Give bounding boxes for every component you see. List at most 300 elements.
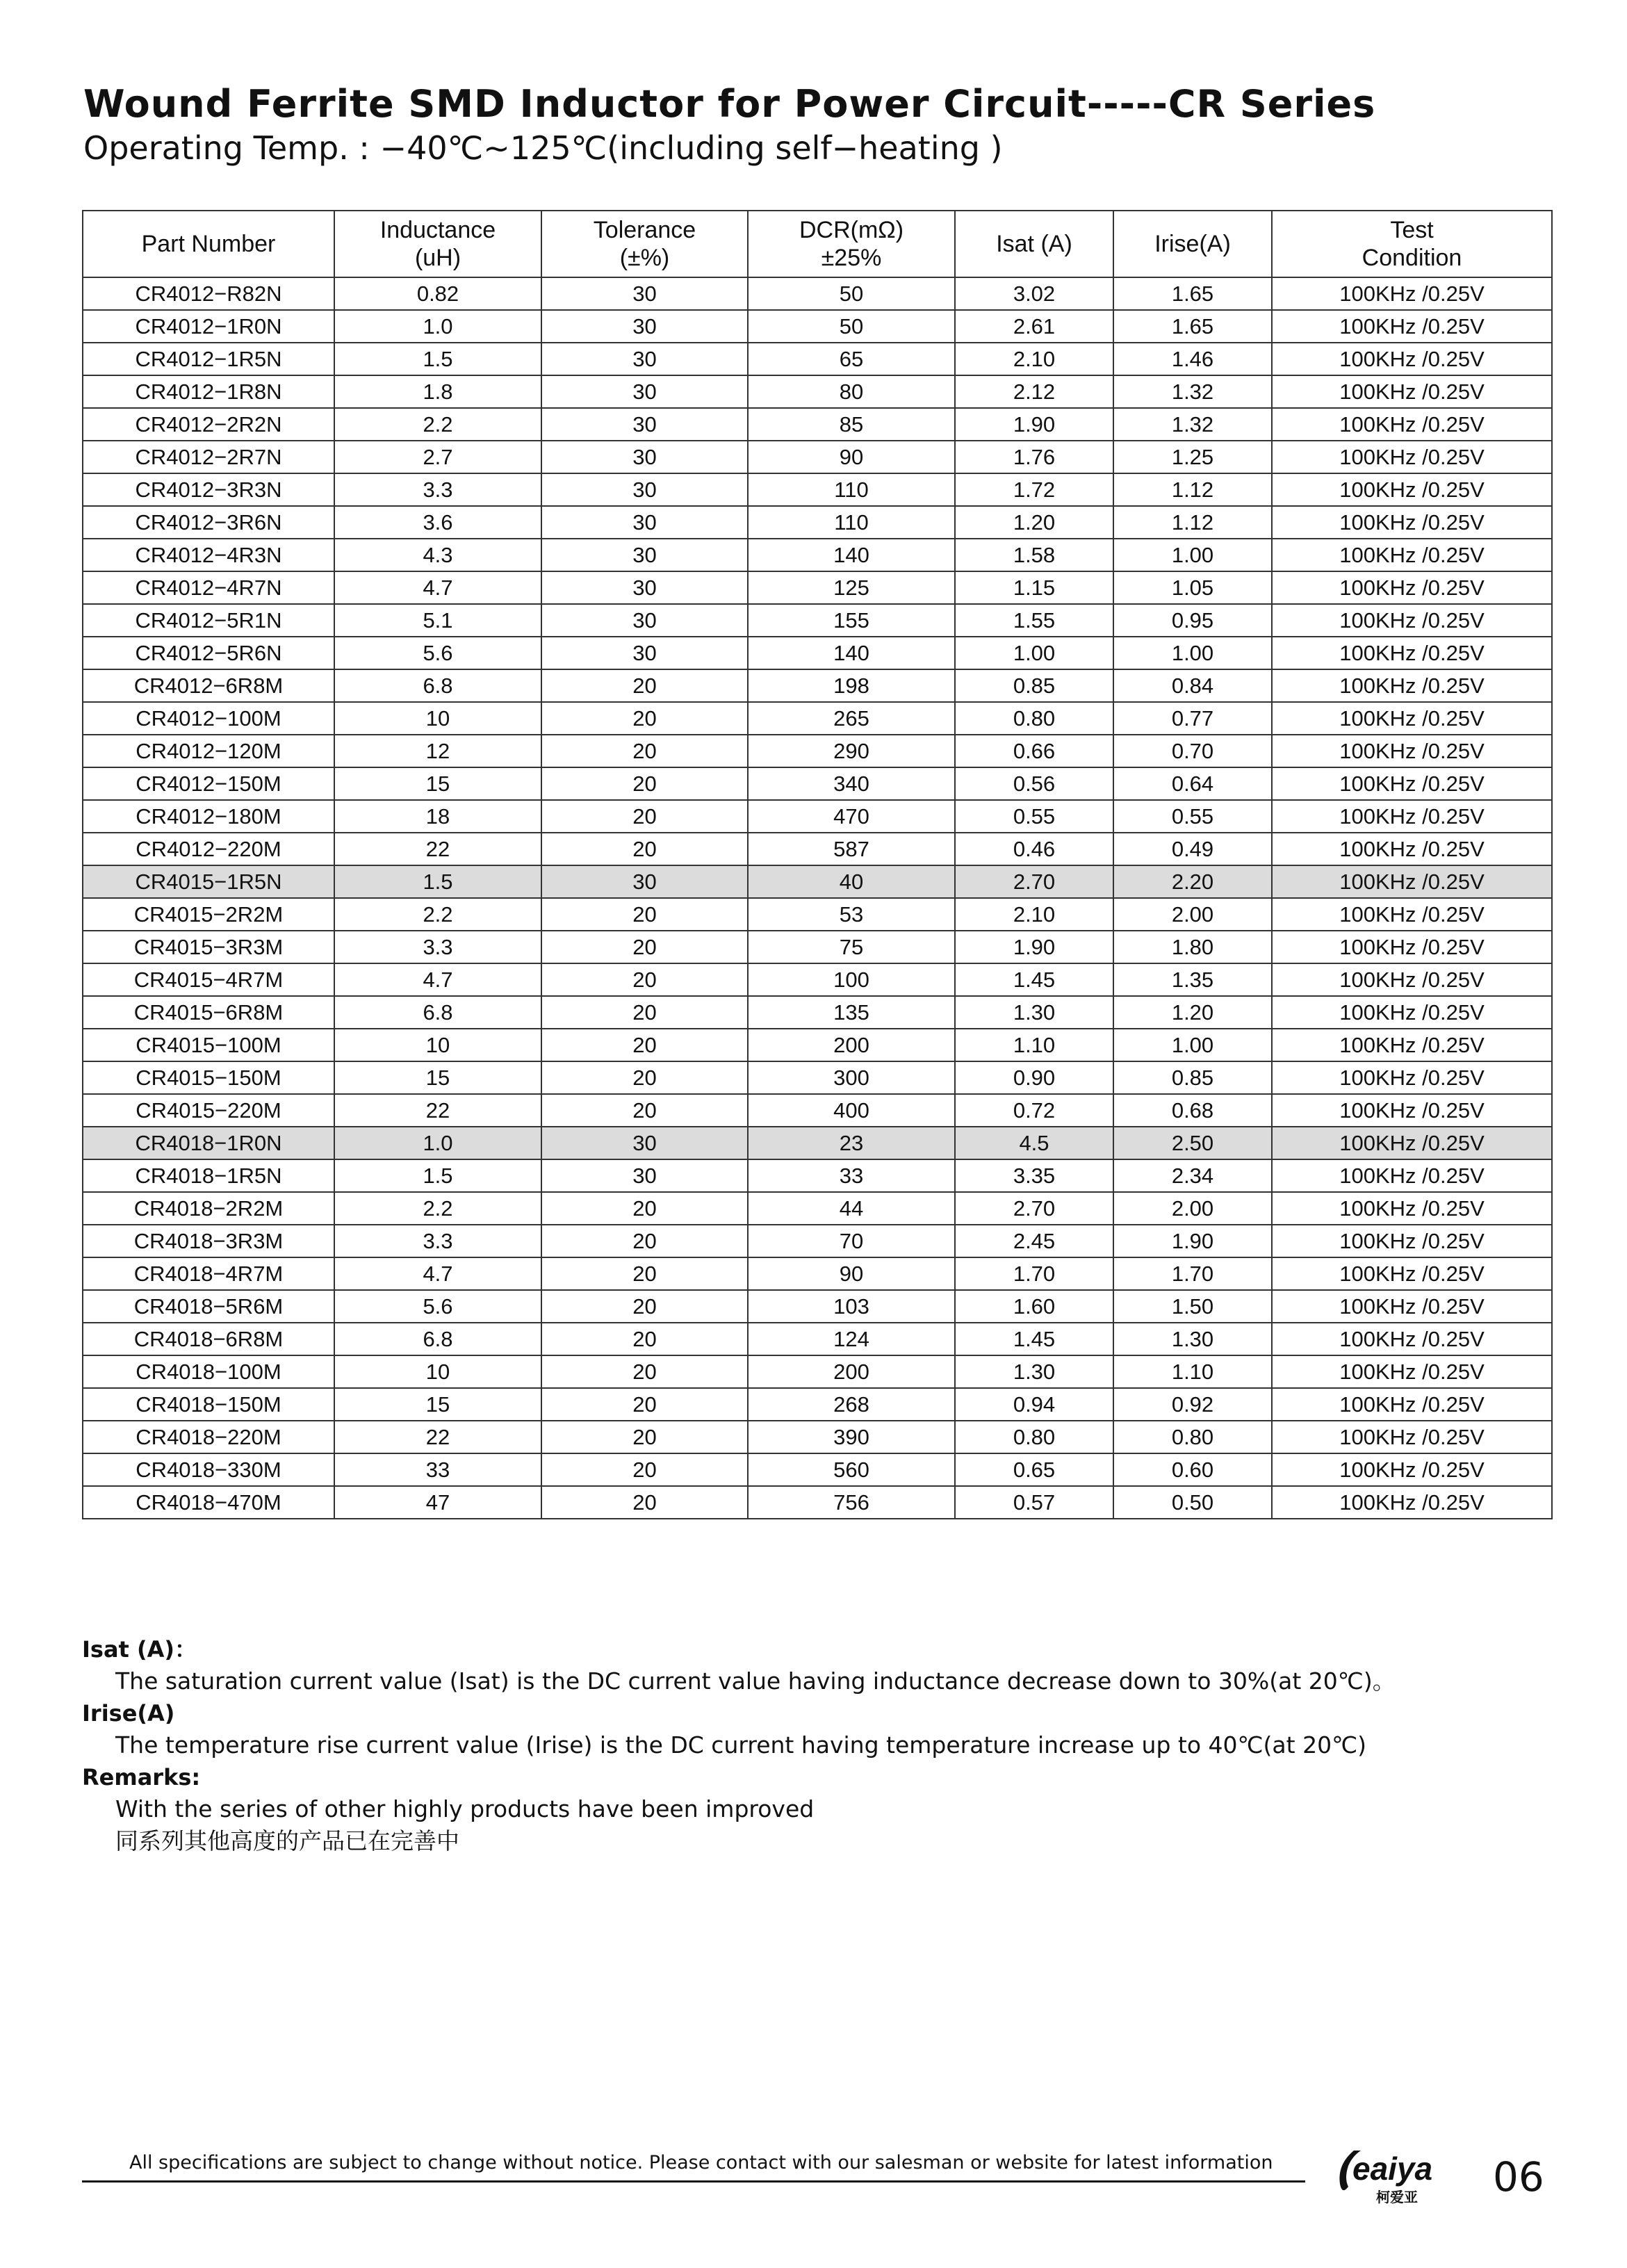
cell-dcr: 40 [748, 865, 955, 898]
cell-irise: 0.49 [1113, 833, 1272, 865]
header-dcr: DCR(mΩ) ±25% [748, 211, 955, 277]
cell-inductance: 6.8 [334, 669, 541, 702]
cell-test-condition: 100KHz /0.25V [1272, 1159, 1552, 1192]
cell-dcr: 50 [748, 310, 955, 343]
cell-irise: 1.25 [1113, 441, 1272, 473]
remarks-heading: Remarks: [82, 1764, 201, 1790]
table-row [83, 637, 1552, 669]
cell-isat: 1.15 [955, 571, 1113, 604]
cell-dcr: 80 [748, 375, 955, 408]
cell-inductance: 2.2 [334, 898, 541, 931]
cell-irise: 0.77 [1113, 702, 1272, 735]
header-irise: Irise(A) [1113, 211, 1272, 277]
cell-inductance: 2.2 [334, 1192, 541, 1225]
table-row [83, 833, 1552, 865]
cell-isat: 1.20 [955, 506, 1113, 539]
cell-isat: 1.45 [955, 963, 1113, 996]
cell-test-condition: 100KHz /0.25V [1272, 1127, 1552, 1159]
cell-test-condition: 100KHz /0.25V [1272, 996, 1552, 1029]
cell-test-condition: 100KHz /0.25V [1272, 637, 1552, 669]
cell-test-condition: 100KHz /0.25V [1272, 1290, 1552, 1323]
header-test-condition: Test Condition [1272, 211, 1552, 277]
cell-tolerance: 30 [541, 571, 748, 604]
cell-tolerance: 20 [541, 669, 748, 702]
cell-tolerance: 20 [541, 767, 748, 800]
cell-test-condition: 100KHz /0.25V [1272, 898, 1552, 931]
cell-tolerance: 30 [541, 506, 748, 539]
cell-inductance: 4.7 [334, 1257, 541, 1290]
cell-inductance: 12 [334, 735, 541, 767]
cell-isat: 3.35 [955, 1159, 1113, 1192]
cell-test-condition: 100KHz /0.25V [1272, 1257, 1552, 1290]
cell-dcr: 140 [748, 539, 955, 571]
cell-isat: 1.60 [955, 1290, 1113, 1323]
cell-isat: 1.72 [955, 473, 1113, 506]
cell-test-condition: 100KHz /0.25V [1272, 1388, 1552, 1421]
table-row [83, 1061, 1552, 1094]
cell-irise: 1.00 [1113, 539, 1272, 571]
cell-test-condition: 100KHz /0.25V [1272, 571, 1552, 604]
cell-part-number: CR4015−150M [83, 1061, 334, 1094]
cell-test-condition: 100KHz /0.25V [1272, 1061, 1552, 1094]
irise-heading: Irise(A) [82, 1700, 175, 1727]
table-row [83, 1323, 1552, 1355]
cell-isat: 0.56 [955, 767, 1113, 800]
cell-inductance: 47 [334, 1486, 541, 1519]
table-row [83, 898, 1552, 931]
cell-dcr: 50 [748, 277, 955, 310]
cell-dcr: 400 [748, 1094, 955, 1127]
cell-dcr: 470 [748, 800, 955, 833]
cell-dcr: 300 [748, 1061, 955, 1094]
cell-part-number: CR4012−150M [83, 767, 334, 800]
isat-heading: Isat (A)： [82, 1636, 197, 1663]
cell-dcr: 560 [748, 1453, 955, 1486]
cell-dcr: 75 [748, 931, 955, 963]
cell-part-number: CR4012−2R7N [83, 441, 334, 473]
cell-tolerance: 20 [541, 833, 748, 865]
cell-dcr: 90 [748, 1257, 955, 1290]
table-header-row [83, 211, 1552, 277]
cell-tolerance: 20 [541, 1225, 748, 1257]
cell-part-number: CR4018−1R0N [83, 1127, 334, 1159]
cell-isat: 2.12 [955, 375, 1113, 408]
table-row [83, 408, 1552, 441]
cell-test-condition: 100KHz /0.25V [1272, 1094, 1552, 1127]
logo-wordmark: eaiya [1352, 2151, 1433, 2187]
header-inductance: Inductance (uH) [334, 211, 541, 277]
cell-irise: 1.05 [1113, 571, 1272, 604]
cell-inductance: 5.6 [334, 1290, 541, 1323]
page-number: 06 [1493, 2153, 1544, 2201]
cell-test-condition: 100KHz /0.25V [1272, 1323, 1552, 1355]
cell-isat: 1.76 [955, 441, 1113, 473]
cell-isat: 1.30 [955, 996, 1113, 1029]
cell-tolerance: 20 [541, 1061, 748, 1094]
cell-test-condition: 100KHz /0.25V [1272, 669, 1552, 702]
cell-tolerance: 20 [541, 1029, 748, 1061]
cell-isat: 0.72 [955, 1094, 1113, 1127]
cell-part-number: CR4015−3R3M [83, 931, 334, 963]
cell-tolerance: 30 [541, 441, 748, 473]
cell-tolerance: 30 [541, 473, 748, 506]
cell-inductance: 1.0 [334, 1127, 541, 1159]
table-row [83, 1453, 1552, 1486]
cell-part-number: CR4018−330M [83, 1453, 334, 1486]
cell-test-condition: 100KHz /0.25V [1272, 408, 1552, 441]
cell-isat: 2.70 [955, 1192, 1113, 1225]
cell-isat: 0.80 [955, 702, 1113, 735]
cell-inductance: 1.5 [334, 1159, 541, 1192]
cell-inductance: 4.3 [334, 539, 541, 571]
cell-dcr: 85 [748, 408, 955, 441]
spec-table [82, 210, 1553, 1519]
cell-irise: 0.55 [1113, 800, 1272, 833]
cell-inductance: 33 [334, 1453, 541, 1486]
cell-dcr: 268 [748, 1388, 955, 1421]
cell-part-number: CR4018−1R5N [83, 1159, 334, 1192]
cell-inductance: 10 [334, 1029, 541, 1061]
cell-part-number: CR4012−1R8N [83, 375, 334, 408]
cell-irise: 1.50 [1113, 1290, 1272, 1323]
table-row [83, 343, 1552, 375]
cell-irise: 1.00 [1113, 1029, 1272, 1061]
cell-inductance: 15 [334, 1061, 541, 1094]
cell-tolerance: 20 [541, 735, 748, 767]
table-row [83, 604, 1552, 637]
table-row [83, 539, 1552, 571]
cell-test-condition: 100KHz /0.25V [1272, 1355, 1552, 1388]
cell-inductance: 22 [334, 833, 541, 865]
cell-inductance: 15 [334, 767, 541, 800]
cell-part-number: CR4012−1R5N [83, 343, 334, 375]
table-row [83, 800, 1552, 833]
cell-isat: 0.90 [955, 1061, 1113, 1094]
cell-isat: 0.46 [955, 833, 1113, 865]
cell-isat: 2.10 [955, 343, 1113, 375]
cell-tolerance: 20 [541, 1421, 748, 1453]
cell-tolerance: 30 [541, 1159, 748, 1192]
cell-isat: 3.02 [955, 277, 1113, 310]
cell-isat: 0.80 [955, 1421, 1113, 1453]
table-row [83, 473, 1552, 506]
cell-test-condition: 100KHz /0.25V [1272, 343, 1552, 375]
cell-inductance: 18 [334, 800, 541, 833]
cell-isat: 2.70 [955, 865, 1113, 898]
table-row [83, 1388, 1552, 1421]
cell-test-condition: 100KHz /0.25V [1272, 1192, 1552, 1225]
cell-irise: 1.70 [1113, 1257, 1272, 1290]
cell-tolerance: 20 [541, 1388, 748, 1421]
cell-dcr: 756 [748, 1486, 955, 1519]
cell-inductance: 1.5 [334, 865, 541, 898]
cell-inductance: 6.8 [334, 996, 541, 1029]
irise-description: The temperature rise current value (Irise) is the DC current having temperature increase up to 40℃(at 20℃) [115, 1731, 1366, 1759]
cell-irise: 1.10 [1113, 1355, 1272, 1388]
cell-irise: 1.80 [1113, 931, 1272, 963]
cell-dcr: 135 [748, 996, 955, 1029]
cell-tolerance: 20 [541, 1094, 748, 1127]
table-row [83, 1290, 1552, 1323]
cell-dcr: 265 [748, 702, 955, 735]
cell-irise: 0.95 [1113, 604, 1272, 637]
cell-tolerance: 20 [541, 1290, 748, 1323]
table-row [83, 1127, 1552, 1159]
table-row [83, 1225, 1552, 1257]
notes-section [82, 1633, 1542, 1857]
cell-dcr: 103 [748, 1290, 955, 1323]
table-row [83, 310, 1552, 343]
cell-isat: 0.65 [955, 1453, 1113, 1486]
cell-dcr: 44 [748, 1192, 955, 1225]
cell-tolerance: 30 [541, 604, 748, 637]
footer-divider [82, 2180, 1305, 2183]
cell-test-condition: 100KHz /0.25V [1272, 441, 1552, 473]
cell-part-number: CR4012−2R2N [83, 408, 334, 441]
cell-dcr: 23 [748, 1127, 955, 1159]
cell-inductance: 3.3 [334, 1225, 541, 1257]
cell-test-condition: 100KHz /0.25V [1272, 310, 1552, 343]
table-body [83, 277, 1552, 1519]
cell-tolerance: 20 [541, 800, 748, 833]
cell-irise: 2.20 [1113, 865, 1272, 898]
cell-irise: 1.00 [1113, 637, 1272, 669]
table-row [83, 865, 1552, 898]
table-row [83, 767, 1552, 800]
cell-tolerance: 20 [541, 1355, 748, 1388]
footer-disclaimer: All specifications are subject to change without notice. Please contact with our salesman or website for latest information [129, 2152, 1273, 2173]
cell-test-condition: 100KHz /0.25V [1272, 1225, 1552, 1257]
cell-test-condition: 100KHz /0.25V [1272, 963, 1552, 996]
table-row [83, 931, 1552, 963]
cell-test-condition: 100KHz /0.25V [1272, 800, 1552, 833]
cell-irise: 0.85 [1113, 1061, 1272, 1094]
cell-isat: 1.55 [955, 604, 1113, 637]
cell-test-condition: 100KHz /0.25V [1272, 539, 1552, 571]
cell-inductance: 22 [334, 1094, 541, 1127]
cell-tolerance: 30 [541, 1127, 748, 1159]
cell-part-number: CR4018−3R3M [83, 1225, 334, 1257]
cell-isat: 4.5 [955, 1127, 1113, 1159]
cell-inductance: 15 [334, 1388, 541, 1421]
cell-irise: 1.46 [1113, 343, 1272, 375]
cell-dcr: 65 [748, 343, 955, 375]
cell-inductance: 5.1 [334, 604, 541, 637]
cell-tolerance: 20 [541, 1486, 748, 1519]
cell-test-condition: 100KHz /0.25V [1272, 865, 1552, 898]
table-row [83, 277, 1552, 310]
cell-tolerance: 20 [541, 898, 748, 931]
cell-isat: 0.94 [955, 1388, 1113, 1421]
cell-isat: 1.30 [955, 1355, 1113, 1388]
cell-isat: 1.90 [955, 408, 1113, 441]
cell-irise: 1.32 [1113, 375, 1272, 408]
cell-test-condition: 100KHz /0.25V [1272, 277, 1552, 310]
cell-tolerance: 20 [541, 1257, 748, 1290]
table-row [83, 1355, 1552, 1388]
cell-inductance: 10 [334, 1355, 541, 1388]
table-row [83, 669, 1552, 702]
cell-part-number: CR4018−6R8M [83, 1323, 334, 1355]
cell-irise: 0.92 [1113, 1388, 1272, 1421]
cell-part-number: CR4012−5R1N [83, 604, 334, 637]
cell-inductance: 22 [334, 1421, 541, 1453]
cell-irise: 1.32 [1113, 408, 1272, 441]
cell-dcr: 53 [748, 898, 955, 931]
cell-part-number: CR4012−6R8M [83, 669, 334, 702]
cell-part-number: CR4012−100M [83, 702, 334, 735]
cell-irise: 1.90 [1113, 1225, 1272, 1257]
cell-tolerance: 30 [541, 277, 748, 310]
cell-dcr: 340 [748, 767, 955, 800]
table-row [83, 996, 1552, 1029]
cell-irise: 2.34 [1113, 1159, 1272, 1192]
cell-isat: 2.45 [955, 1225, 1113, 1257]
cell-tolerance: 20 [541, 1192, 748, 1225]
cell-tolerance: 30 [541, 343, 748, 375]
cell-isat: 1.00 [955, 637, 1113, 669]
cell-tolerance: 20 [541, 931, 748, 963]
cell-isat: 0.85 [955, 669, 1113, 702]
cell-inductance: 3.3 [334, 473, 541, 506]
cell-test-condition: 100KHz /0.25V [1272, 1486, 1552, 1519]
cell-inductance: 1.5 [334, 343, 541, 375]
cell-inductance: 10 [334, 702, 541, 735]
cell-dcr: 290 [748, 735, 955, 767]
cell-isat: 1.70 [955, 1257, 1113, 1290]
cell-isat: 2.61 [955, 310, 1113, 343]
cell-irise: 0.64 [1113, 767, 1272, 800]
cell-dcr: 100 [748, 963, 955, 996]
cell-test-condition: 100KHz /0.25V [1272, 702, 1552, 735]
cell-irise: 0.50 [1113, 1486, 1272, 1519]
cell-test-condition: 100KHz /0.25V [1272, 375, 1552, 408]
cell-isat: 1.90 [955, 931, 1113, 963]
cell-tolerance: 30 [541, 539, 748, 571]
operating-temp-subtitle: Operating Temp. : −40℃~125℃(including self−heating ) [83, 129, 1003, 167]
cell-dcr: 200 [748, 1355, 955, 1388]
cell-isat: 0.55 [955, 800, 1113, 833]
cell-part-number: CR4018−220M [83, 1421, 334, 1453]
cell-irise: 0.80 [1113, 1421, 1272, 1453]
cell-dcr: 90 [748, 441, 955, 473]
cell-irise: 0.84 [1113, 669, 1272, 702]
cell-irise: 1.12 [1113, 506, 1272, 539]
cell-test-condition: 100KHz /0.25V [1272, 735, 1552, 767]
cell-test-condition: 100KHz /0.25V [1272, 604, 1552, 637]
cell-part-number: CR4012−R82N [83, 277, 334, 310]
cell-part-number: CR4012−4R7N [83, 571, 334, 604]
cell-dcr: 70 [748, 1225, 955, 1257]
cell-irise: 1.35 [1113, 963, 1272, 996]
cell-irise: 2.00 [1113, 898, 1272, 931]
table-row [83, 735, 1552, 767]
header-tolerance: Tolerance (±%) [541, 211, 748, 277]
cell-dcr: 33 [748, 1159, 955, 1192]
cell-irise: 1.12 [1113, 473, 1272, 506]
cell-test-condition: 100KHz /0.25V [1272, 1029, 1552, 1061]
header-part-number: Part Number [83, 211, 334, 277]
cell-dcr: 200 [748, 1029, 955, 1061]
cell-tolerance: 30 [541, 310, 748, 343]
cell-isat: 1.10 [955, 1029, 1113, 1061]
cell-inductance: 1.8 [334, 375, 541, 408]
cell-isat: 0.66 [955, 735, 1113, 767]
cell-test-condition: 100KHz /0.25V [1272, 931, 1552, 963]
cell-part-number: CR4012−220M [83, 833, 334, 865]
cell-test-condition: 100KHz /0.25V [1272, 473, 1552, 506]
cell-inductance: 3.3 [334, 931, 541, 963]
cell-test-condition: 100KHz /0.25V [1272, 767, 1552, 800]
cell-irise: 1.65 [1113, 310, 1272, 343]
cell-test-condition: 100KHz /0.25V [1272, 833, 1552, 865]
cell-irise: 1.30 [1113, 1323, 1272, 1355]
cell-irise: 1.20 [1113, 996, 1272, 1029]
cell-inductance: 4.7 [334, 571, 541, 604]
table-row [83, 1192, 1552, 1225]
cell-part-number: CR4018−5R6M [83, 1290, 334, 1323]
cell-part-number: CR4012−5R6N [83, 637, 334, 669]
cell-dcr: 587 [748, 833, 955, 865]
cell-dcr: 110 [748, 473, 955, 506]
cell-inductance: 0.82 [334, 277, 541, 310]
table-row [83, 1421, 1552, 1453]
table-row [83, 571, 1552, 604]
cell-inductance: 3.6 [334, 506, 541, 539]
cell-dcr: 198 [748, 669, 955, 702]
table-row [83, 506, 1552, 539]
cell-part-number: CR4012−1R0N [83, 310, 334, 343]
cell-part-number: CR4015−1R5N [83, 865, 334, 898]
cell-isat: 2.10 [955, 898, 1113, 931]
cell-part-number: CR4012−3R6N [83, 506, 334, 539]
header-isat: Isat (A) [955, 211, 1113, 277]
cell-dcr: 390 [748, 1421, 955, 1453]
cell-part-number: CR4018−150M [83, 1388, 334, 1421]
cell-part-number: CR4018−100M [83, 1355, 334, 1388]
cell-dcr: 125 [748, 571, 955, 604]
cell-test-condition: 100KHz /0.25V [1272, 1421, 1552, 1453]
cell-irise: 1.65 [1113, 277, 1272, 310]
remarks-text-chinese: 同系列其他高度的产品已在完善中 [115, 1827, 459, 1854]
table-row [83, 441, 1552, 473]
cell-tolerance: 20 [541, 702, 748, 735]
cell-dcr: 155 [748, 604, 955, 637]
cell-tolerance: 20 [541, 996, 748, 1029]
cell-inductance: 1.0 [334, 310, 541, 343]
cell-part-number: CR4015−220M [83, 1094, 334, 1127]
cell-part-number: CR4015−2R2M [83, 898, 334, 931]
cell-test-condition: 100KHz /0.25V [1272, 1453, 1552, 1486]
page-title: Wound Ferrite SMD Inductor for Power Circuit-----CR Series [83, 82, 1376, 126]
cell-part-number: CR4018−470M [83, 1486, 334, 1519]
cell-inductance: 6.8 [334, 1323, 541, 1355]
cell-inductance: 2.7 [334, 441, 541, 473]
cell-part-number: CR4012−3R3N [83, 473, 334, 506]
cell-irise: 2.50 [1113, 1127, 1272, 1159]
cell-tolerance: 30 [541, 865, 748, 898]
cell-dcr: 110 [748, 506, 955, 539]
cell-irise: 0.70 [1113, 735, 1272, 767]
cell-test-condition: 100KHz /0.25V [1272, 506, 1552, 539]
cell-tolerance: 30 [541, 637, 748, 669]
cell-dcr: 140 [748, 637, 955, 669]
cell-isat: 1.58 [955, 539, 1113, 571]
logo-chinese-text: 柯爱亚 [1376, 2189, 1418, 2205]
table-row [83, 702, 1552, 735]
table-row [83, 1029, 1552, 1061]
cell-part-number: CR4012−120M [83, 735, 334, 767]
